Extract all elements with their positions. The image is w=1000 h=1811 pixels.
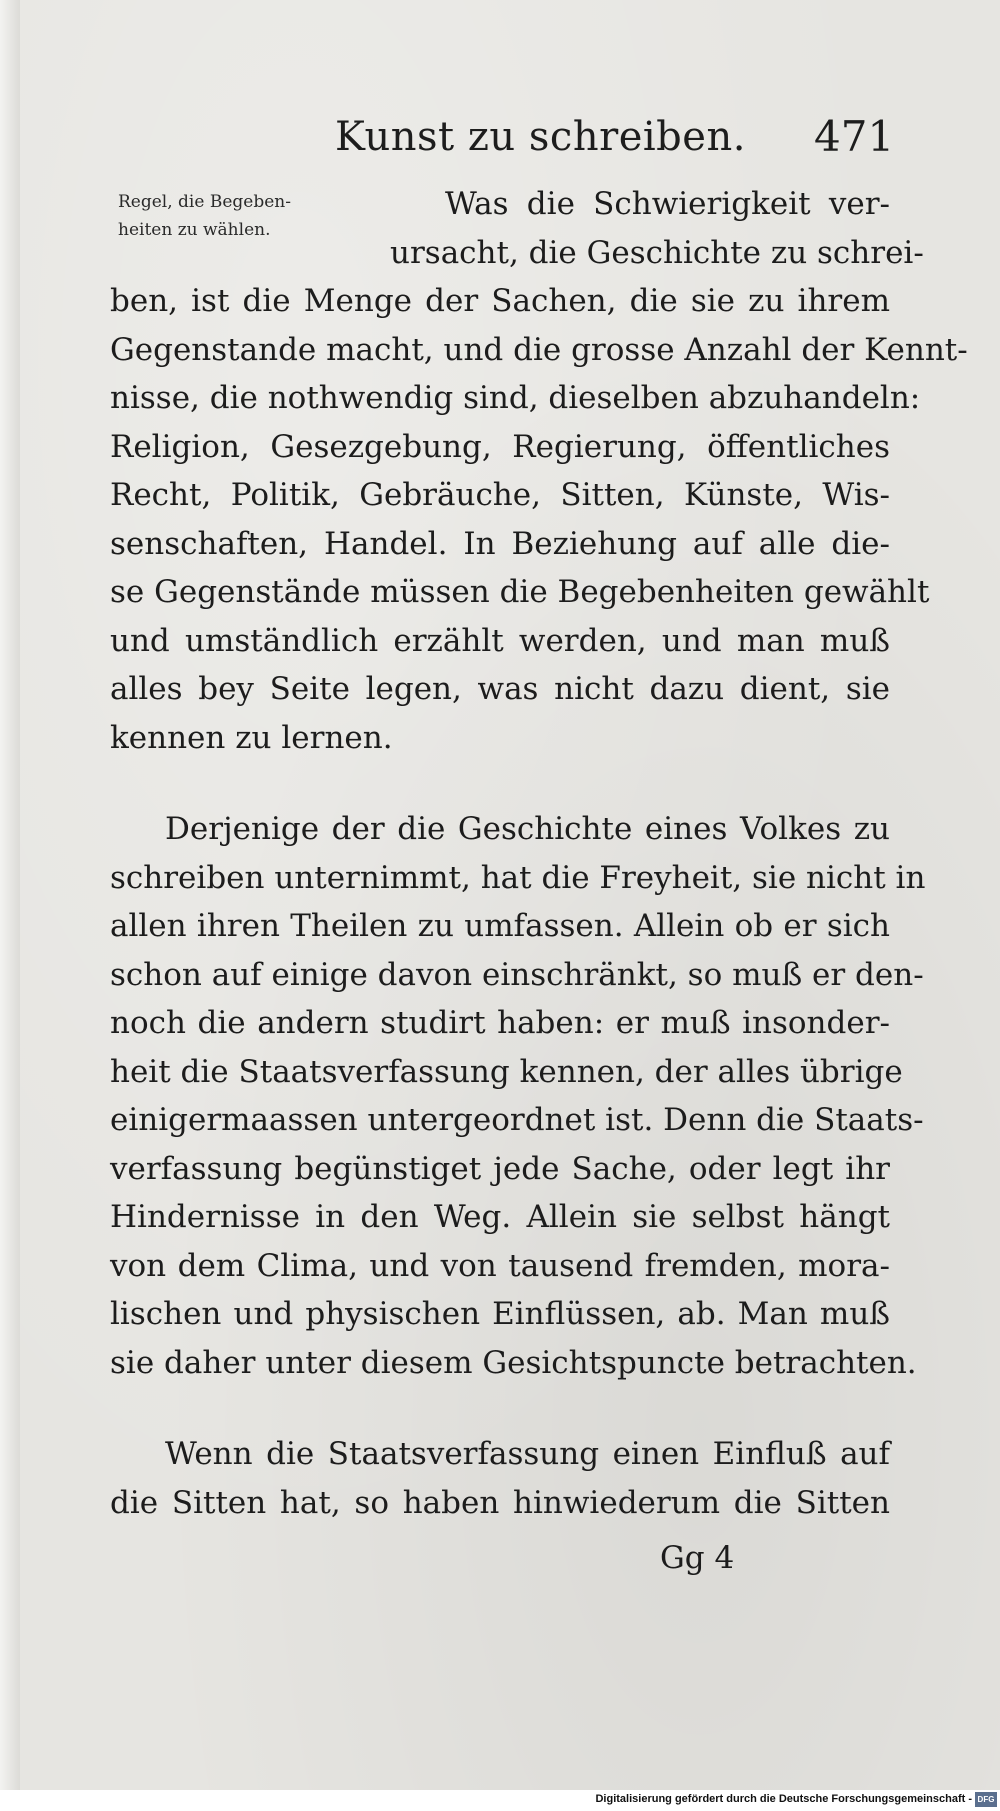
text-line: verfassung begünstiget jede Sache, oder legt ihr: [110, 1150, 890, 1187]
page-left-edge: [0, 0, 20, 1790]
text-line: Hindernisse in den Weg. Allein sie selbst hängt: [110, 1199, 890, 1235]
text-line: Wenn die Staatsverfassung einen Einfluß auf: [165, 1436, 890, 1472]
text-line: Derjenige der die Geschichte eines Volkes zu: [165, 811, 890, 847]
text-line: senschaften, Handel. In Beziehung auf alle die-: [110, 525, 890, 562]
running-head: [0, 112, 1000, 172]
page-number: 471: [814, 112, 895, 161]
marginal-note-line: Regel, die Begeben-: [118, 192, 291, 212]
signature-mark: Gg 4: [660, 1540, 735, 1576]
text-line: schreiben unternimmt, hat die Freyheit, sie nicht in: [110, 859, 926, 896]
running-head-title: Kunst zu schreiben.: [335, 114, 746, 160]
text-line: heit die Staatsverfassung kennen, der alles übrige: [110, 1053, 903, 1090]
text-line: allen ihren Theilen zu umfassen. Allein ob er sich: [110, 908, 890, 944]
paragraph-1: [110, 180, 968, 762]
footer-credit: Digitalisierung gefördert durch die Deutsche Forschungsgemeinschaft -: [595, 1793, 972, 1805]
text-line: kennen zu lernen.: [110, 719, 393, 756]
text-line: Gegenstande macht, und die grosse Anzahl der Kennt-: [110, 331, 968, 368]
text-line: alles bey Seite legen, was nicht dazu dient, sie: [110, 671, 890, 707]
paragraph-2: [110, 805, 926, 1387]
paragraph-3: [110, 1430, 890, 1527]
text-line: Was die Schwierigkeit ver-: [445, 186, 890, 222]
text-line: sie daher unter diesem Gesichtspuncte betrachten.: [110, 1344, 917, 1381]
text-line: und umständlich erzählt werden, und man muß: [110, 622, 890, 659]
text-line: ben, ist die Menge der Sachen, die sie zu ihrem: [110, 283, 890, 319]
text-line: Religion, Gesezgebung, Regierung, öffentliches: [110, 428, 890, 465]
text-line: von dem Clima, und von tausend fremden, mora-: [110, 1247, 890, 1284]
text-line: die Sitten hat, so haben hinwiederum die Sitten: [110, 1484, 890, 1521]
text-line: noch die andern studirt haben: er muß insonder-: [110, 1005, 890, 1041]
text-line: se Gegenstände müssen die Begebenheiten gewählt: [110, 574, 930, 610]
text-line: Recht, Politik, Gebräuche, Sitten, Künste, Wis-: [110, 477, 890, 513]
text-line: ursacht, die Geschichte zu schrei-: [390, 234, 924, 271]
text-line: lischen und physischen Einflüssen, ab. Man muß: [110, 1296, 890, 1332]
text-line: einigermaassen untergeordnet ist. Denn die Staats-: [110, 1102, 924, 1138]
digitization-footer: [0, 1790, 1000, 1811]
marginal-note-line: heiten zu wählen.: [118, 220, 271, 240]
text-line: schon auf einige davon einschränkt, so muß er den-: [110, 956, 924, 993]
dfg-logo-icon[interactable]: DFG: [975, 1792, 997, 1807]
text-line: nisse, die nothwendig sind, dieselben abzuhandeln:: [110, 380, 921, 416]
